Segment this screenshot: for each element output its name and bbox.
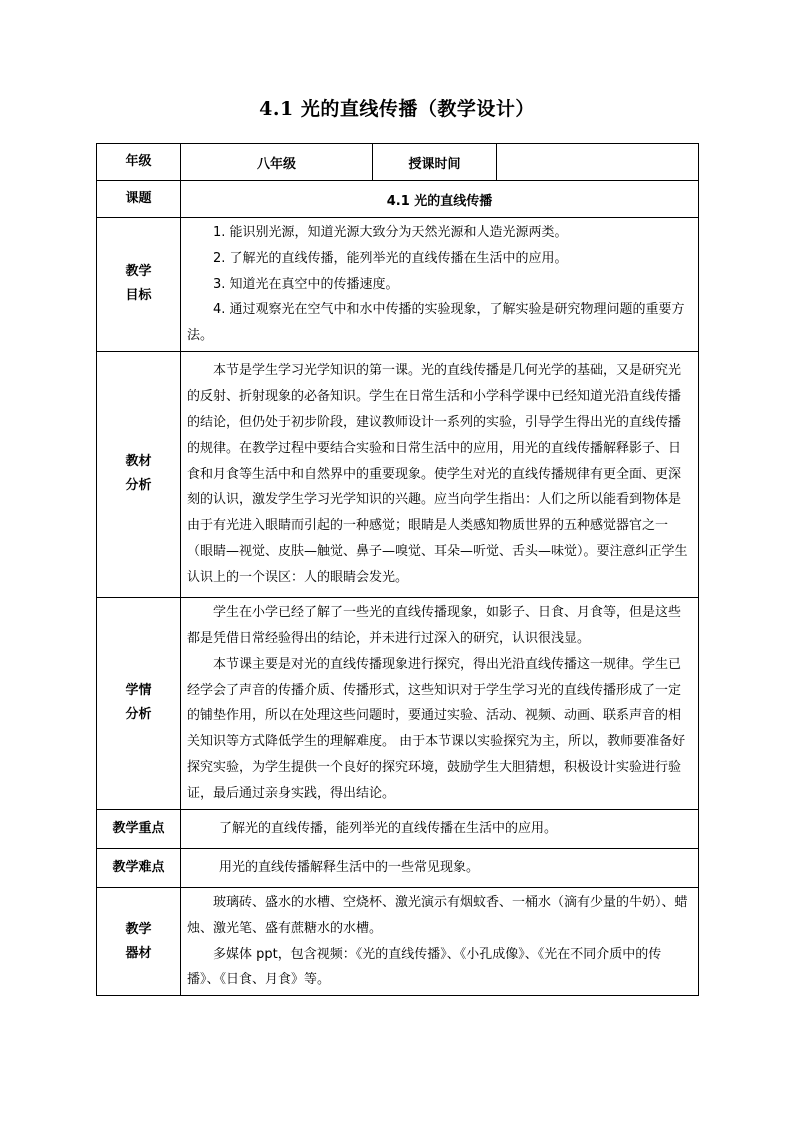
difficulties-label: 教学难点 <box>97 848 181 887</box>
objectives-label-line2: 目标 <box>125 288 152 304</box>
difficulties-text: 用光的直线传播解释生活中的一些常见现象。 <box>219 859 480 875</box>
key-points-row <box>97 809 699 848</box>
material-analysis-label-line2: 分析 <box>125 478 152 494</box>
objectives-row <box>97 218 699 352</box>
material-analysis-text: 本节是学生学习光学知识的第一课。光的直线传播是几何光学的基础，又是研究光的反射、折射现象的必备知识。学生在日常生活和小学科学课中已经知道光沿直线传播的结论，但仍处于初步阶段，建议教师设计一系列的实验，引导学生得出光的直线传播的规律。在教学过程中要结合实验和日常生活中的应用，用光的直线传播解释影子、日食和月食等生活中和自然界中的重要现象。使学生对光的直线传播规律有更全面、更深刻的认识，激发学生学习光学知识的兴趣。应当向学生指出：人们之所以能看到物体是由于有光进入眼睛而引起的一种感觉；眼睛是人类感知物质世界的五种感觉器官之一（眼睛—视觉、皮肤—触觉、鼻子—嗅觉、耳朵—听觉、舌头—味觉）。要注意纠正学生认识上的一个误区：人的眼睛会发光。 <box>187 363 688 585</box>
student-analysis-row <box>97 597 699 809</box>
equipment-paragraph: 多媒体 ppt，包含视频：《光的直线传播》、《小孔成像》、《光在不同介质中的传播》、《日食、月食》等。 <box>187 946 662 988</box>
objective-item: 4. 通过观察光在空气中和水中传播的实验现象，了解实验是研究物理问题的重要方法。 <box>187 302 685 344</box>
material-analysis-label-line1: 教材 <box>125 454 152 470</box>
lesson-plan-table <box>96 143 699 996</box>
grade-row <box>97 144 699 181</box>
equipment-label-line2: 器材 <box>125 945 152 961</box>
objectives-content <box>181 218 699 352</box>
student-analysis-label-line2: 分析 <box>125 707 152 723</box>
topic-value: 4.1 光的直线传播 <box>181 181 699 218</box>
key-points-text: 了解光的直线传播，能列举光的直线传播在生活中的应用。 <box>219 820 558 836</box>
material-analysis-row <box>97 351 699 597</box>
key-points-label: 教学重点 <box>97 809 181 848</box>
student-analysis-label <box>97 597 181 809</box>
student-analysis-content <box>181 597 699 809</box>
key-points-content <box>181 809 699 848</box>
grade-value: 八年级 <box>181 144 373 181</box>
objective-item: 2. 了解光的直线传播，能列举光的直线传播在生活中的应用。 <box>213 250 568 266</box>
topic-row <box>97 181 699 218</box>
objective-item: 3. 知道光在真空中的传播速度。 <box>213 276 399 292</box>
objective-item: 1. 能识别光源，知道光源大致分为天然光源和人造光源两类。 <box>213 225 568 240</box>
material-analysis-content <box>181 351 699 597</box>
objectives-label-line1: 教学 <box>125 264 152 280</box>
student-analysis-label-line1: 学情 <box>125 683 152 699</box>
topic-label: 课题 <box>97 181 181 218</box>
material-analysis-label <box>97 351 181 597</box>
equipment-label-line1: 教学 <box>125 921 152 937</box>
student-analysis-paragraph: 学生在小学已经了解了一些光的直线传播现象，如影子、日食、月食等，但是这些都是凭借日常经验得出的结论，并未进行过深入的研究，认识很浅显。 <box>187 605 682 647</box>
student-analysis-paragraph: 本节课主要是对光的直线传播现象进行探究，得出光沿直线传播这一规律。学生已经学会了声音的传播介质、传播形式，这些知识对于学生学习光的直线传播形成了一定的铺垫作用，所以在处理这些问题时，要通过实验、活动、视频、动画、联系声音的相关知识等方式降低学生的理解难度。 由于本节课以实验探究为主，所以，教师要准备好探究实验，为学生提供一个良好的探究环境，鼓励学生大胆猜想，积极设计实验进行验证，最后通过亲身实践，得出结论。 <box>187 656 686 801</box>
equipment-label <box>97 887 181 995</box>
document-title: 4.1 光的直线传播（教学设计） <box>259 98 535 120</box>
equipment-row <box>97 887 699 995</box>
teaching-time-label: 授课时间 <box>373 144 497 181</box>
objectives-label <box>97 218 181 352</box>
teaching-time-value <box>497 144 699 181</box>
equipment-content <box>181 887 699 995</box>
grade-label: 年级 <box>97 144 181 181</box>
difficulties-row <box>97 848 699 887</box>
difficulties-content <box>181 848 699 887</box>
equipment-paragraph: 玻璃砖、盛水的水槽、空烧杯、激光演示有烟蚊香、一桶水（滴有少量的牛奶）、蜡烛、激光笔、盛有蔗糖水的水槽。 <box>187 894 688 936</box>
